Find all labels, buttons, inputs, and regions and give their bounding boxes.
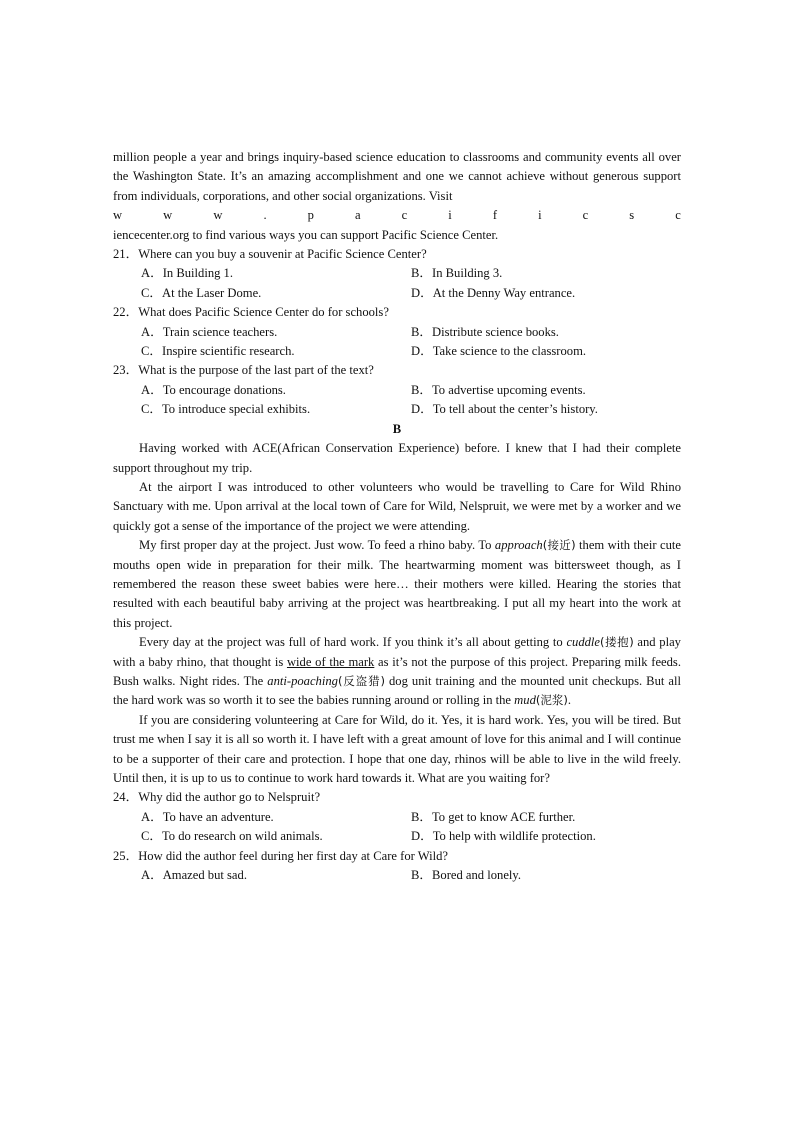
option-b[interactable]: B．To get to know ACE further. (411, 809, 576, 824)
question-21: 21．Where can you buy a souvenir at Pacific Science Center? (113, 247, 427, 262)
question-22: 22．What does Pacific Science Center do for schools? (113, 305, 389, 320)
option-b[interactable]: B．Bored and lonely. (411, 868, 522, 883)
url-char: c (582, 208, 589, 223)
text: dog unit training and the mounted unit checkups. But all the hard work was so worth it to see the babies running around or rolling in the (113, 673, 681, 708)
text: My first proper day at the project. Just wow. To feed a rhino baby. To (139, 538, 495, 553)
question-25: 25．How did the author feel during her first day at Care for Wild? (113, 848, 448, 863)
option-c[interactable]: C．At the Laser Dome. (141, 285, 262, 300)
options-row (113, 866, 681, 885)
options-row (113, 342, 681, 361)
gloss-word: approach (494, 538, 543, 553)
url-char: w (213, 208, 223, 223)
text: and play with a baby rhino, that thought is (113, 635, 681, 669)
text: them with their cute mouths open wide in preparation for their milk. The heartwarming moment was bittersweet though, as I remembered the reason these sweet babies were here… their mothers were killed. Hearing the stories that resulted with each beautiful baby arriving at the project was heartbreaking. I put all my heart into the work at this project. (113, 538, 681, 630)
options-row (113, 284, 681, 303)
option-c[interactable]: C．To introduce special exhibits. (141, 402, 311, 417)
option-d[interactable]: D．To tell about the center’s history. (411, 402, 598, 417)
exam-page (113, 148, 681, 885)
paragraph-2: At the airport I was introduced to other volunteers who would be travelling to Care for Wild Rhino Sanctuary with me. Upon arrival at the local town of Care for Wild, Nelspruit, we were met by a worker and we quickly got a sense of the importance of the project we were attending. (113, 479, 681, 533)
gloss-chinese: (搂抱) (600, 635, 634, 650)
question-24: 24．Why did the author go to Nelspruit? (113, 790, 321, 805)
options-row (113, 400, 681, 419)
url-char: i (448, 208, 452, 223)
underlined-phrase: wide of the mark (286, 654, 375, 669)
paragraph-3 (113, 536, 681, 633)
options-row (113, 827, 681, 846)
options-row (113, 381, 681, 400)
option-b[interactable]: B．To advertise upcoming events. (411, 382, 586, 397)
url-char: a (355, 208, 361, 223)
url-char: c (401, 208, 408, 223)
url-char: w (163, 208, 173, 223)
gloss-word: mud (514, 693, 536, 708)
gloss-chinese: (泥浆) (535, 693, 568, 708)
url-char: i (538, 208, 542, 223)
text: Every day at the project was full of hard work. If you think it’s all about getting to (139, 635, 567, 650)
option-a[interactable]: A．To have an adventure. (141, 809, 274, 824)
option-d[interactable]: D．To help with wildlife protection. (411, 829, 596, 844)
paragraph-1: Having worked with ACE(African Conservation Experience) before. I knew that I had their complete support throughout my trip. (113, 441, 681, 475)
option-c[interactable]: C．To do research on wild animals. (141, 829, 323, 844)
options-row (113, 808, 681, 827)
options-row (113, 264, 681, 283)
passage-a-tail: million people a year and brings inquiry-based science education to classrooms and community events all over the Washington State. It’s an amazing accomplishment and one we cannot achieve without generous support from individuals, corporations, and other social organizations. Visit (113, 150, 681, 203)
url-char: w (113, 208, 123, 223)
paragraph-4 (113, 633, 681, 711)
passage-a-end: iencecenter.org to find various ways you can support Pacific Science Center. (113, 227, 499, 242)
option-a[interactable]: A．In Building 1. (141, 266, 234, 281)
text: . (567, 693, 572, 708)
options-row (113, 323, 681, 342)
option-a[interactable]: A．To encourage donations. (141, 382, 286, 397)
option-c[interactable]: C．Inspire scientific research. (141, 344, 295, 359)
url-char: c (675, 208, 681, 223)
gloss-chinese: (反盗猎) (337, 673, 385, 688)
section-heading: B (392, 421, 402, 436)
url-char: s (629, 208, 635, 223)
gloss-word: cuddle (566, 635, 601, 650)
option-d[interactable]: D．At the Denny Way entrance. (411, 285, 576, 300)
option-d[interactable]: D．Take science to the classroom. (411, 344, 587, 359)
url-char: . (263, 208, 267, 223)
gloss-chinese: (接近) (542, 538, 576, 553)
question-23: 23．What is the purpose of the last part of the text? (113, 363, 374, 378)
text: as it’s not the purpose of this project. Preparing milk feeds. Bush walks. Night rides. The (113, 654, 681, 688)
url-char: f (492, 208, 498, 223)
option-b[interactable]: B．In Building 3. (411, 266, 503, 281)
option-a[interactable]: A．Train science teachers. (141, 324, 278, 339)
paragraph-5: If you are considering volunteering at Care for Wild, do it. Yes, it is hard work. Yes, you will be tired. But trust me when I say it is all so worth it. I have left with a great amount of love for this animal and I will continue to be a supporter of their care and protection. I hope that one day, rhinos will be able to live in the wild freely. Until then, it is up to us to continue to work hard towards it. What are you waiting for? (113, 712, 681, 785)
gloss-word: anti-poaching (267, 673, 338, 688)
option-b[interactable]: B．Distribute science books. (411, 324, 559, 339)
url-spaced-line (113, 206, 681, 225)
url-char: p (307, 208, 314, 223)
option-a[interactable]: A．Amazed but sad. (141, 868, 247, 883)
